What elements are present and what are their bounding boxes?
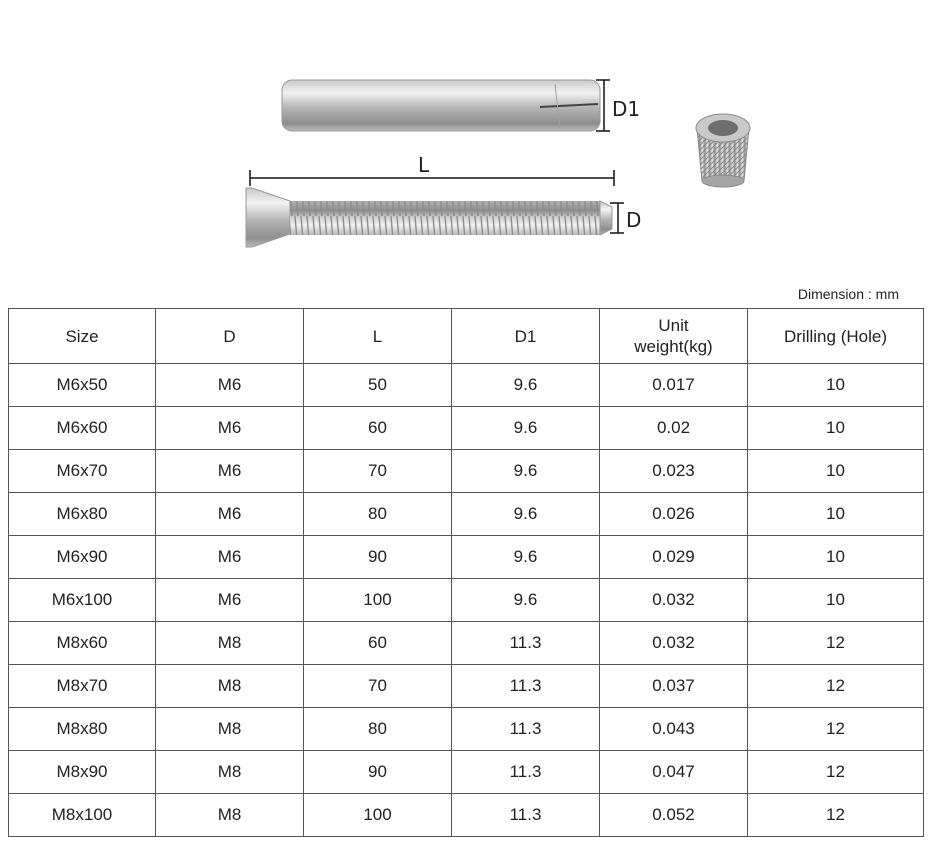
table-cell: M8 — [156, 622, 304, 665]
table-cell: 0.032 — [600, 622, 748, 665]
column-header: D — [156, 309, 304, 364]
table-cell: 12 — [748, 665, 924, 708]
table-row — [9, 665, 924, 708]
table-cell: M8 — [156, 751, 304, 794]
table-cell: 9.6 — [452, 407, 600, 450]
table-cell: 70 — [304, 665, 452, 708]
table-cell: 60 — [304, 407, 452, 450]
countersunk-bolt — [246, 188, 612, 247]
table-cell: M8x100 — [9, 794, 156, 837]
table-cell: M8x80 — [9, 708, 156, 751]
table-cell: 12 — [748, 751, 924, 794]
table-cell: 9.6 — [452, 450, 600, 493]
table-header-row — [9, 309, 924, 364]
table-row — [9, 751, 924, 794]
table-cell: 90 — [304, 751, 452, 794]
table-cell: 0.047 — [600, 751, 748, 794]
table-row — [9, 407, 924, 450]
product-illustration — [0, 0, 930, 290]
table-cell: 0.043 — [600, 708, 748, 751]
column-header: D1 — [452, 309, 600, 364]
table-row — [9, 794, 924, 837]
table-cell: M6 — [156, 536, 304, 579]
table-cell: M8 — [156, 794, 304, 837]
table-row — [9, 493, 924, 536]
table-cell: M6x80 — [9, 493, 156, 536]
table-cell: M6x70 — [9, 450, 156, 493]
table-cell: 0.02 — [600, 407, 748, 450]
table-cell: 11.3 — [452, 751, 600, 794]
column-header: Drilling (Hole) — [748, 309, 924, 364]
table-cell: 50 — [304, 364, 452, 407]
table-cell: M8x60 — [9, 622, 156, 665]
table-cell: M6x60 — [9, 407, 156, 450]
table-row — [9, 579, 924, 622]
table-cell: 10 — [748, 450, 924, 493]
table-cell: M6x100 — [9, 579, 156, 622]
table-cell: M6 — [156, 493, 304, 536]
table-cell: M8x90 — [9, 751, 156, 794]
table-cell: 9.6 — [452, 493, 600, 536]
table-cell: M6 — [156, 407, 304, 450]
table-cell: 90 — [304, 536, 452, 579]
table-cell: 10 — [748, 493, 924, 536]
d-label: D — [626, 208, 642, 232]
table-cell: 0.026 — [600, 493, 748, 536]
table-cell: 12 — [748, 794, 924, 837]
table-cell: 0.023 — [600, 450, 748, 493]
table-cell: 0.029 — [600, 536, 748, 579]
table-cell: 0.032 — [600, 579, 748, 622]
table-cell: 100 — [304, 794, 452, 837]
d1-label: D1 — [612, 97, 641, 121]
table-cell: 11.3 — [452, 622, 600, 665]
table-cell: 60 — [304, 622, 452, 665]
table-cell: M6 — [156, 579, 304, 622]
table-row — [9, 450, 924, 493]
table-cell: 10 — [748, 579, 924, 622]
table-cell: 0.037 — [600, 665, 748, 708]
dimension-unit-note: Dimension : mm — [797, 286, 899, 302]
table-cell: 12 — [748, 622, 924, 665]
table-cell: 9.6 — [452, 364, 600, 407]
cone-nut — [696, 114, 750, 187]
table-row — [9, 536, 924, 579]
table-row — [9, 622, 924, 665]
table-cell: 11.3 — [452, 708, 600, 751]
table-row — [9, 364, 924, 407]
expansion-sleeve — [282, 80, 600, 131]
column-header: L — [304, 309, 452, 364]
table-cell: 11.3 — [452, 794, 600, 837]
table-cell: M6 — [156, 450, 304, 493]
table-cell: 70 — [304, 450, 452, 493]
table-cell: 0.017 — [600, 364, 748, 407]
table-cell: 9.6 — [452, 536, 600, 579]
column-header: Unit weight(kg) — [600, 309, 748, 364]
table-cell: M8 — [156, 708, 304, 751]
table-cell: 0.052 — [600, 794, 748, 837]
table-cell: 12 — [748, 708, 924, 751]
table-cell: M6x90 — [9, 536, 156, 579]
table-cell: M6x50 — [9, 364, 156, 407]
table-cell: 80 — [304, 493, 452, 536]
table-body — [9, 364, 924, 837]
specification-table — [8, 308, 924, 837]
table-cell: 10 — [748, 364, 924, 407]
table-cell: 10 — [748, 536, 924, 579]
table-cell: M8 — [156, 665, 304, 708]
table-cell: M8x70 — [9, 665, 156, 708]
length-dimension-mark — [250, 170, 614, 186]
table-cell: 10 — [748, 407, 924, 450]
table-cell: 80 — [304, 708, 452, 751]
table-cell: 9.6 — [452, 579, 600, 622]
table-row — [9, 708, 924, 751]
table-cell: M6 — [156, 364, 304, 407]
table-cell: 11.3 — [452, 665, 600, 708]
column-header: Size — [9, 309, 156, 364]
length-label: L — [418, 153, 430, 177]
table-cell: 100 — [304, 579, 452, 622]
